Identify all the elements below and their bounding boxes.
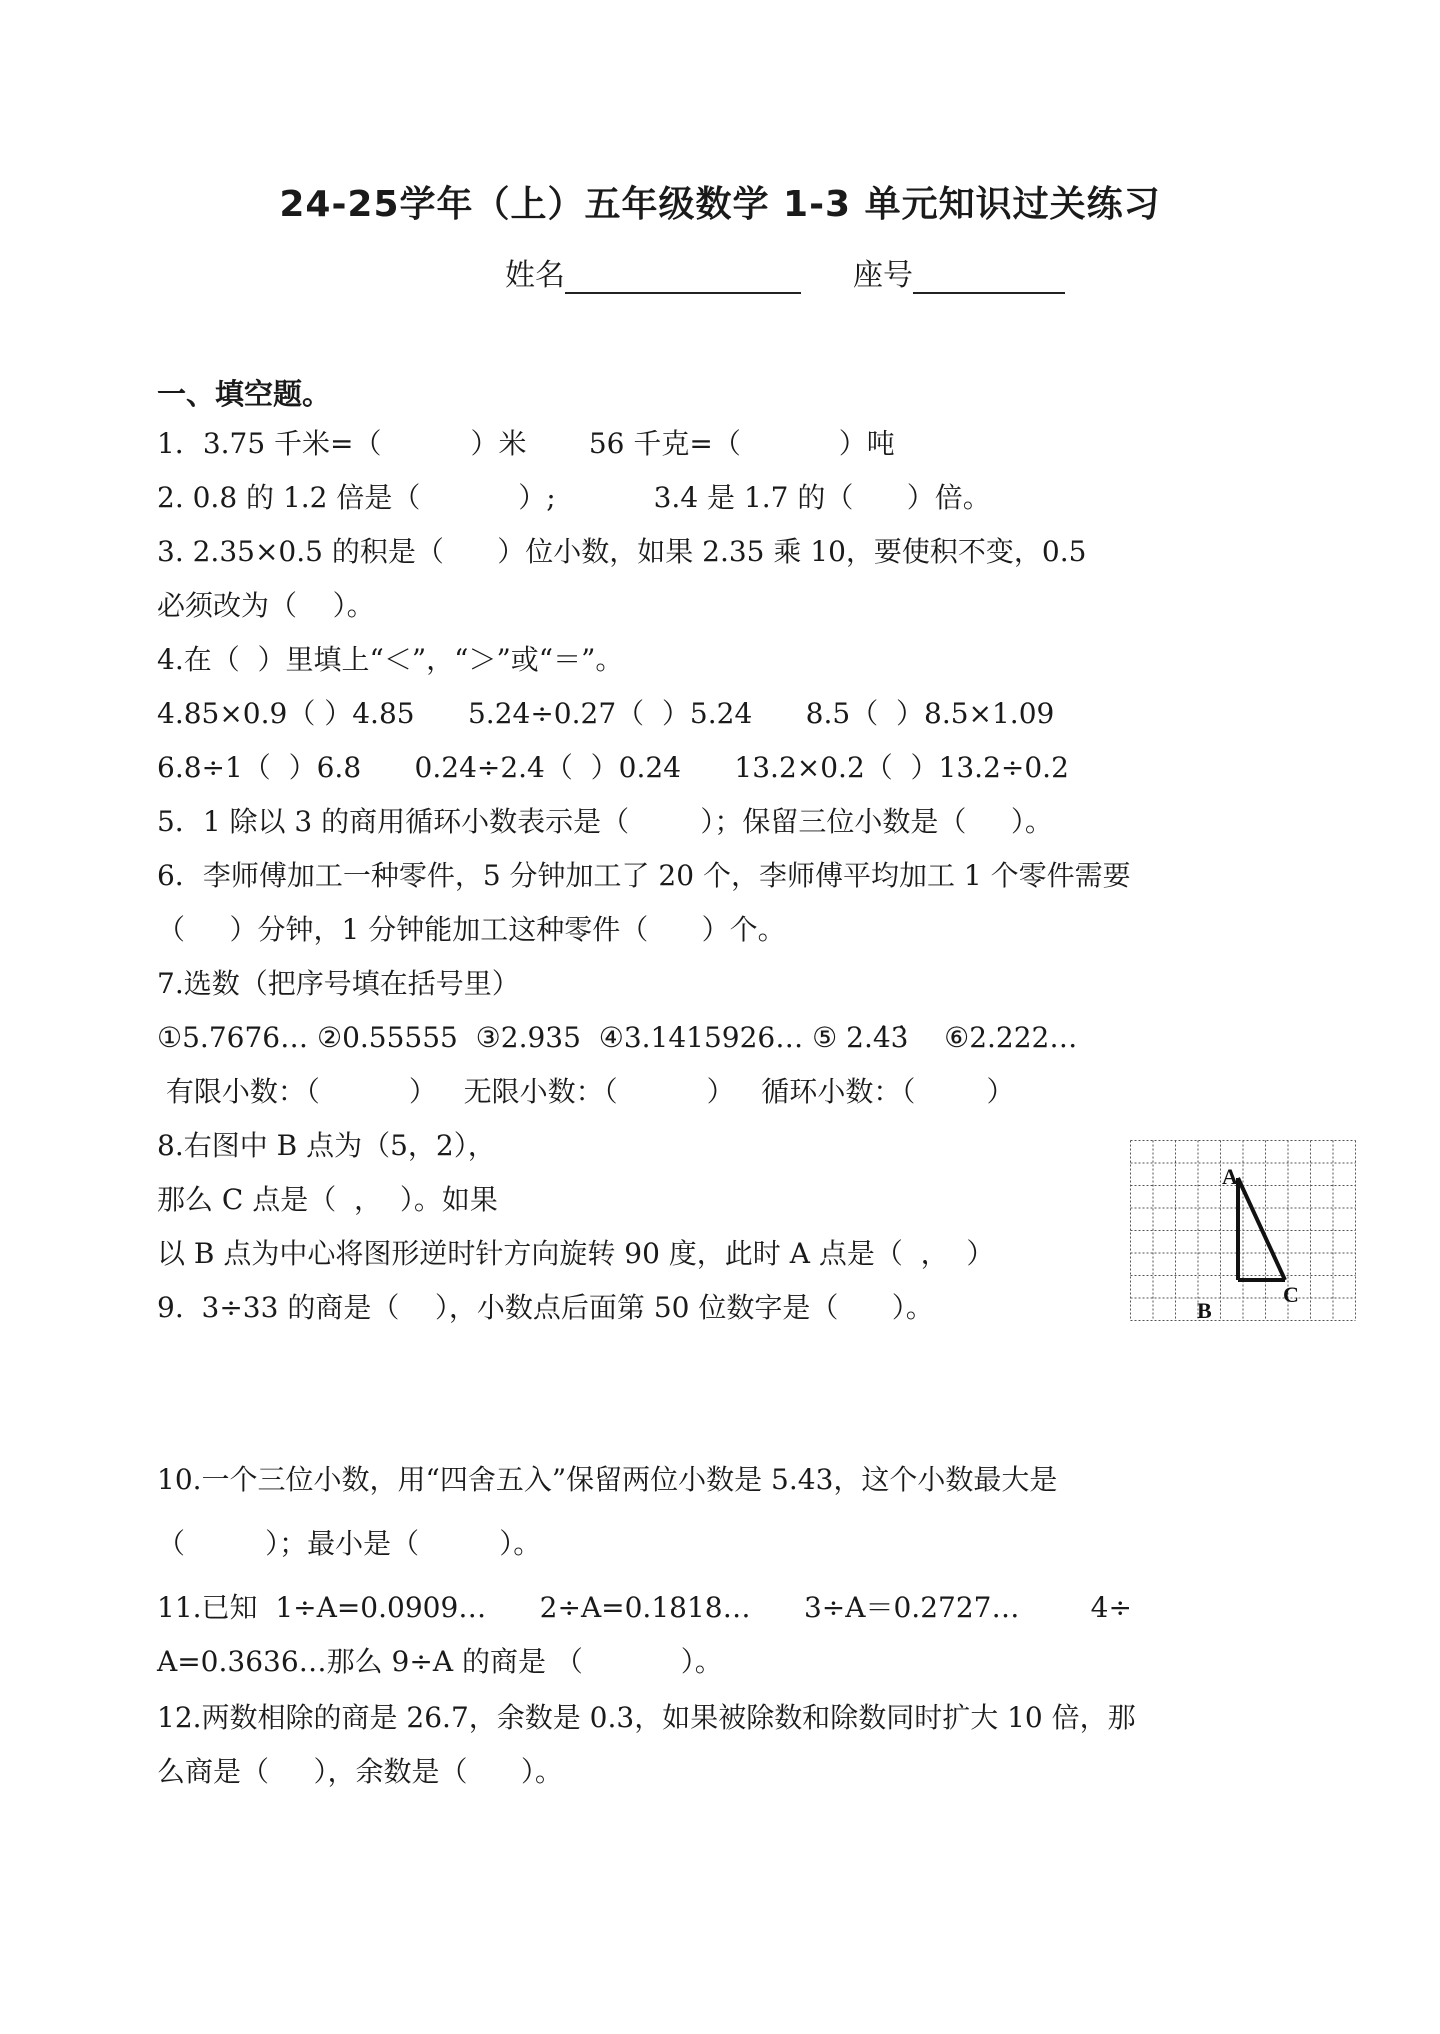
point-c-label: C <box>1283 1282 1299 1307</box>
question-4-row2: 6.8÷1（ ）6.8 0.24÷2.4（ ）0.24 13.2×0.2（ ）13.2÷0.2 <box>157 751 1069 784</box>
name-seat-line <box>505 250 1065 294</box>
point-a-label: A <box>1222 1164 1238 1189</box>
page-title: 24-25学年（上）五年级数学 1-3 单元知识过关练习 <box>279 184 1161 225</box>
question-4: 4.在（ ）里填上“＜”，“＞”或“＝”。 <box>157 643 624 676</box>
question-10-line2: （ ）；最小是（ ）。 <box>157 1527 542 1560</box>
question-9: 9. 3÷33 的商是（ ），小数点后面第 50 位数字是（ ）。 <box>157 1291 934 1324</box>
seat-blank[interactable] <box>913 262 1065 294</box>
question-3-line2: 必须改为（ ）。 <box>157 589 375 622</box>
question-3-line1: 3. 2.35×0.5 的积是（ ）位小数，如果 2.35 乘 10，要使积不变，0.5 <box>157 535 1087 568</box>
question-2: 2. 0.8 的 1.2 倍是（ ）; 3.4 是 1.7 的（ ）倍。 <box>157 481 991 514</box>
question-7-options: ①5.7676… ②0.55555 ③2.935 ④3.1415926… ⑤ 2.4̇3̇ ⑥2.222… <box>157 1021 1078 1054</box>
grid-lines <box>1131 1141 1356 1321</box>
question-11-line2: A=0.3636…那么 9÷A 的商是 （ ）。 <box>157 1645 723 1678</box>
section-title: 一、填空题。 <box>157 377 332 411</box>
name-label: 姓名 <box>505 258 565 293</box>
question-6-line2: （ ）分钟，1 分钟能加工这种零件（ ）个。 <box>157 913 786 946</box>
question-7-answers: 有限小数：（ ） 无限小数：（ ） 循环小数：（ ） <box>157 1075 1015 1108</box>
question-10-line1: 10.一个三位小数，用“四舍五入”保留两位小数是 5.43，这个小数最大是 <box>157 1463 1058 1496</box>
question-8-line3: 以 B 点为中心将图形逆时针方向旋转 90 度，此时 A 点是（ ， ） <box>157 1237 995 1270</box>
name-blank[interactable] <box>565 262 801 294</box>
question-1: 1．3.75 千米=（ ）米 56 千克=（ ）吨 <box>157 427 895 460</box>
point-b-label: B <box>1197 1298 1212 1322</box>
question-7: 7.选数（把序号填在括号里） <box>157 967 520 1000</box>
coordinate-grid-figure <box>1130 1140 1356 1322</box>
question-6-line1: 6．李师傅加工一种零件，5 分钟加工了 20 个，李师傅平均加工 1 个零件需要 <box>157 859 1131 892</box>
question-8-line2: 那么 C 点是（ ， ）。如果 <box>157 1183 498 1216</box>
question-8-line1: 8.右图中 B 点为（5，2）， <box>157 1129 496 1162</box>
question-4-row1: 4.85×0.9（ ）4.85 5.24÷0.27（ ）5.24 8.5（ ）8.5×1.09 <box>157 697 1055 730</box>
triangle-side-ac <box>1238 1178 1285 1280</box>
question-12-line2: 么商是（ ），余数是（ ）。 <box>157 1755 563 1788</box>
question-12-line1: 12.两数相除的商是 26.7，余数是 0.3，如果被除数和除数同时扩大 10 倍，那 <box>157 1701 1136 1734</box>
question-11-line1: 11.已知 1÷A=0.0909… 2÷A=0.1818… 3÷A＝0.2727… 4÷ <box>157 1591 1132 1624</box>
grid-svg <box>1130 1140 1356 1322</box>
question-5: 5．1 除以 3 的商用循环小数表示是（ ）；保留三位小数是（ ）。 <box>157 805 1053 838</box>
seat-label: 座号 <box>853 258 913 293</box>
